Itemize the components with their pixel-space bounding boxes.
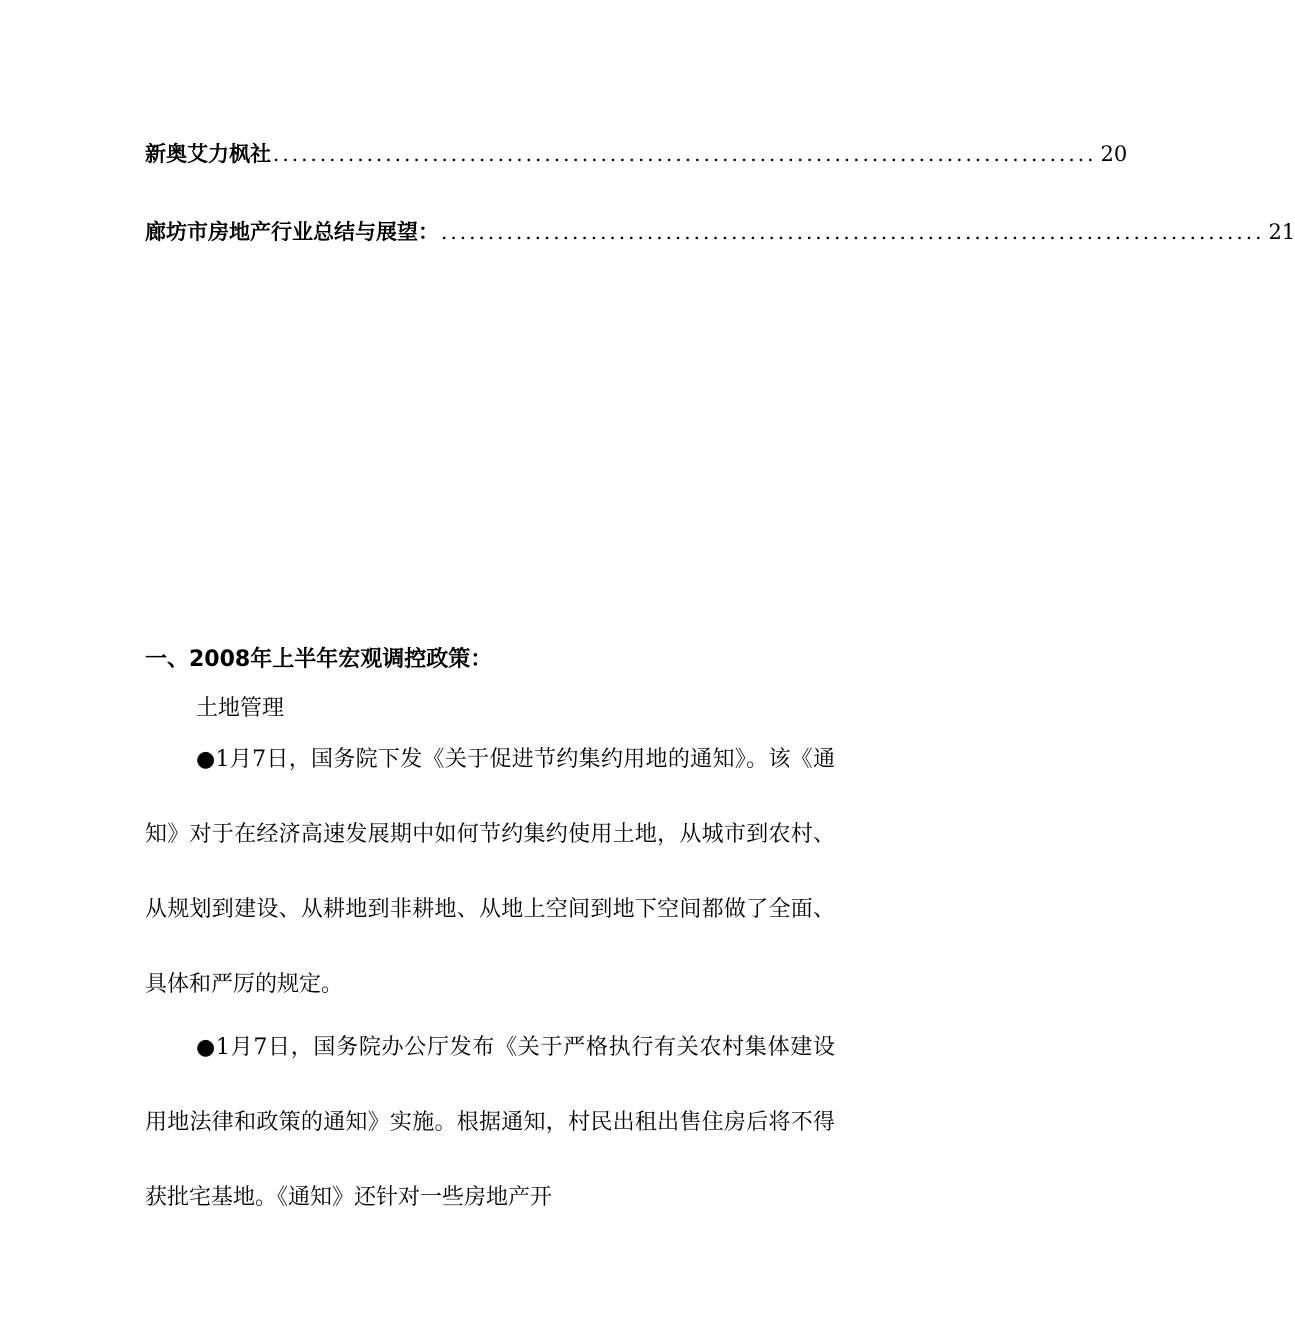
section-heading: 一、2008年上半年宏观调控政策： <box>145 647 493 672</box>
toc-entry-title[interactable]: 廊坊市房地产行业总结与展望： <box>145 220 439 244</box>
toc-dot-leader: ........................................................................................ <box>441 220 1265 244</box>
toc-page-number[interactable]: 20 <box>1100 142 1128 166</box>
toc-page-number[interactable]: 21 <box>1268 220 1295 244</box>
body-paragraph: ●1月7日，国务院办公厅发布《关于严格执行有关农村集体建设用地法律和政策的通知》实施。根据通知，村民出租出售住房后将不得获批宅基地。《通知》还针对一些房地产开 <box>145 1035 835 1210</box>
toc-entry[interactable] <box>145 138 1128 170</box>
section-subheading: 土地管理 <box>196 696 285 721</box>
toc-entry-title[interactable]: 新奥艾力枫社 <box>145 142 271 166</box>
toc-entry[interactable] <box>145 216 1295 248</box>
toc-dot-leader: ........................................................................................ <box>273 142 1097 166</box>
body-paragraph: ●1月7日，国务院下发《关于促进节约集约用地的通知》。该《通知》对于在经济高速发展期中如何节约集约使用土地，从城市到农村、从规划到建设、从耕地到非耕地、从地上空间到地下空间都做了全面、具体和严厉的规定。 <box>145 747 835 997</box>
